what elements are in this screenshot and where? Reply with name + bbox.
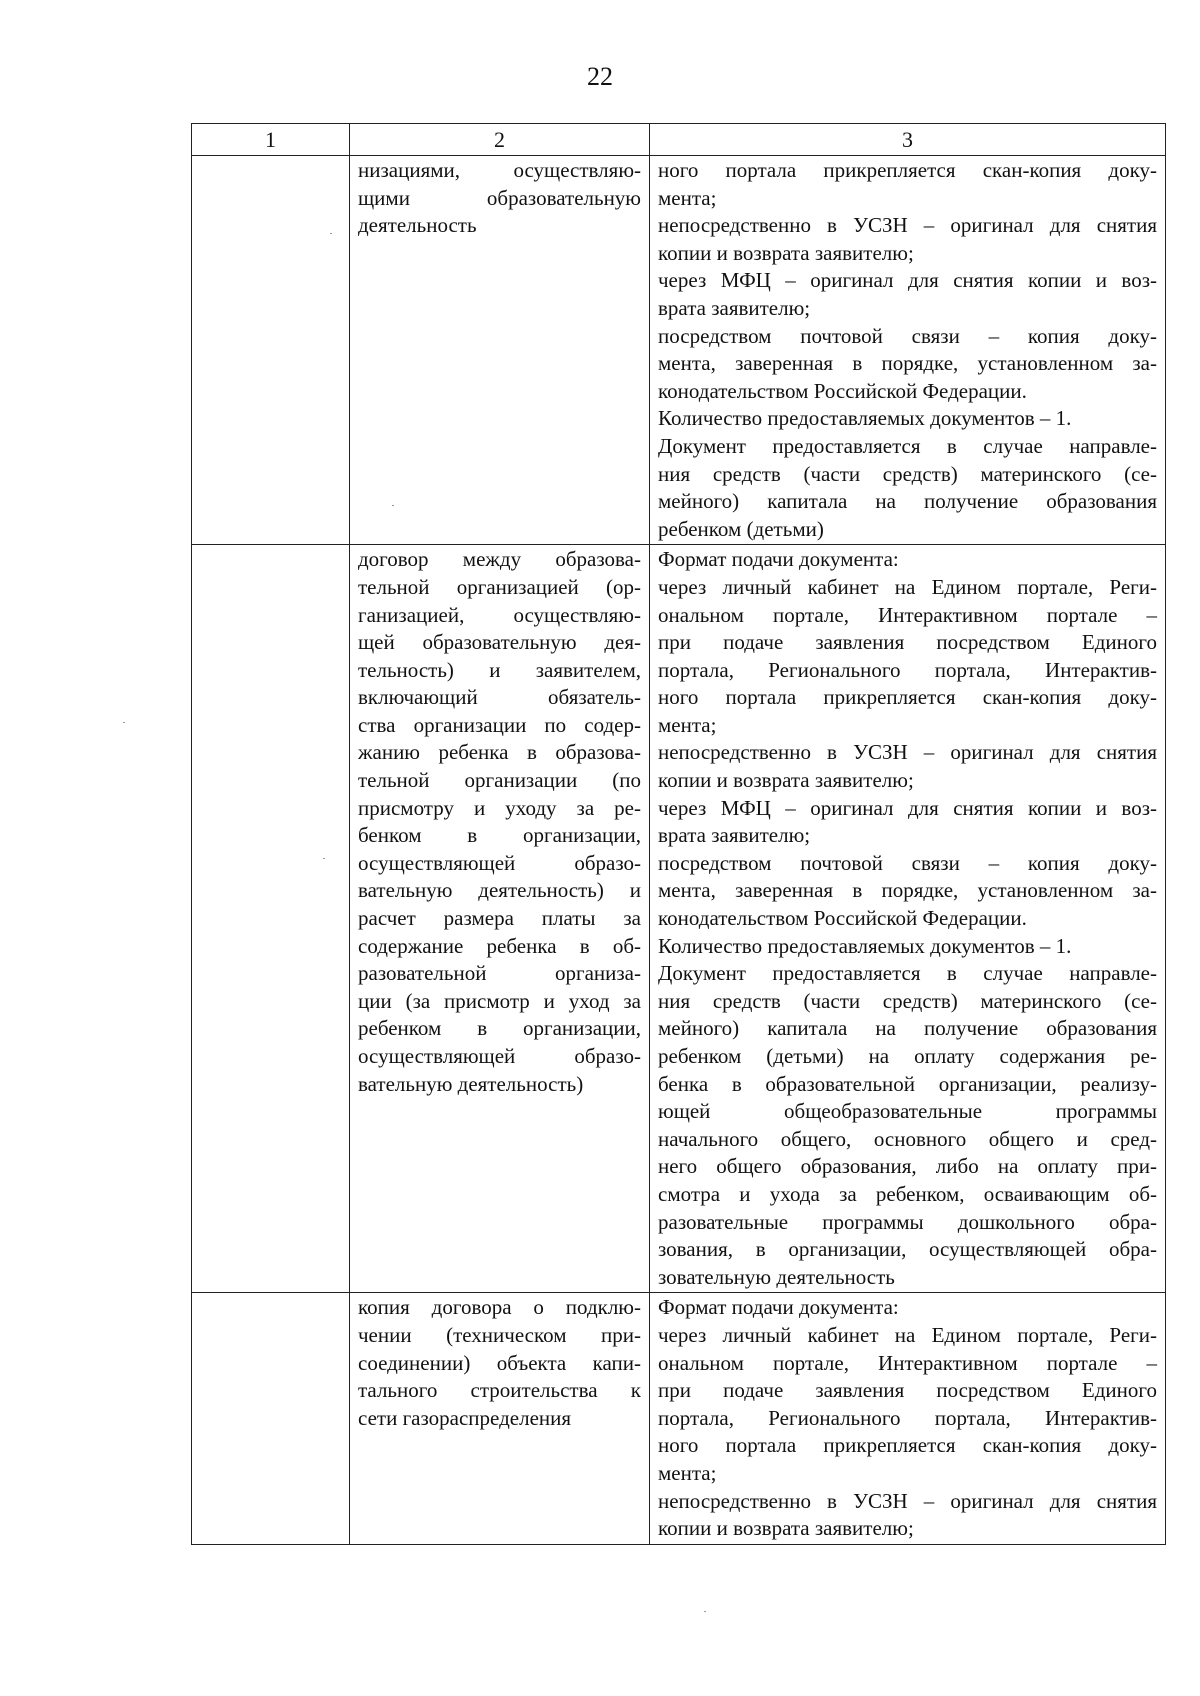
- cell-text-line: мента;: [658, 712, 717, 737]
- cell-text-line: осуществляющей образо-: [358, 1044, 641, 1068]
- cell-text-line: копия договора о подклю-: [358, 1295, 641, 1320]
- document-name-cell: [350, 156, 650, 545]
- cell-text-line: Количество предоставляемых документов – 1.: [658, 406, 1072, 431]
- cell-text-line: сети газораспределения: [358, 1405, 572, 1430]
- cell-text-line: копии и возврата заявителю;: [658, 1516, 914, 1541]
- cell-text-line: тального строительства к: [358, 1378, 641, 1403]
- header-col-2: 2: [350, 124, 650, 156]
- scan-speck: [704, 1611, 706, 1612]
- document-name-cell: [350, 545, 650, 1293]
- cell-text-line: включающий обязатель-: [358, 685, 641, 710]
- cell-text-line: чении (техническом при-: [358, 1322, 641, 1347]
- cell-text-line: копии и возврата заявителю;: [658, 240, 914, 265]
- page-number: 22: [587, 62, 613, 91]
- cell-text-line: мента;: [658, 1460, 717, 1485]
- table-header-row: [192, 124, 1166, 156]
- cell-text-line: присмотру и уходу за ре-: [358, 795, 641, 820]
- cell-text-line: через МФЦ – оригинал для снятия копии и воз-: [658, 795, 1157, 820]
- cell-text-line: бенка в образовательной организации, реализу-: [658, 1071, 1157, 1096]
- cell-text-line: щей образовательную дея-: [358, 630, 641, 655]
- submission-format-cell: [650, 156, 1166, 545]
- cell-text-line: непосредственно в УСЗН – оригинал для снятия: [658, 740, 1157, 765]
- cell-text-line: при подаче заявления посредством Единого: [658, 630, 1157, 655]
- cell-text-line: через личный кабинет на Едином портале, Реги-: [658, 1322, 1157, 1347]
- cell-text-line: мента, заверенная в порядке, установленном за-: [658, 878, 1157, 903]
- cell-text-line: мента, заверенная в порядке, установленном за-: [658, 351, 1157, 376]
- cell-text-line: врата заявителю;: [658, 295, 811, 320]
- cell-text-line: ного портала прикрепляется скан-копия доку-: [658, 685, 1157, 710]
- cell-text-line: осуществляющей образо-: [358, 850, 641, 875]
- cell-text-line: при подаче заявления посредством Единого: [658, 1378, 1157, 1403]
- cell-text-line: расчет размера платы за: [358, 906, 641, 931]
- cell-text-line: деятельность: [358, 213, 477, 238]
- header-col-3: 3: [650, 124, 1166, 156]
- cell-text-line: ганизацией, осуществляю-: [358, 602, 641, 627]
- cell-text-line: непосредственно в УСЗН – оригинал для снятия: [658, 213, 1157, 238]
- cell-text-line: копии и возврата заявителю;: [658, 768, 914, 793]
- cell-text-line: ства организации по содер-: [358, 712, 641, 737]
- cell-text-line: разовательные программы дошкольного обра-: [658, 1209, 1157, 1234]
- scan-speck: [323, 858, 325, 859]
- cell-text-line: тельность) и заявителем,: [358, 657, 641, 682]
- cell-text-line: Формат подачи документа:: [658, 547, 899, 572]
- cell-text-line: ребенком в организации,: [358, 1016, 641, 1041]
- cell-text-line: ния средств (части средств) материнского (се-: [658, 988, 1157, 1013]
- cell-text-line: портала, Регионального портала, Интерактив-: [658, 657, 1157, 682]
- cell-text-line: него общего образования, либо на оплату при-: [658, 1154, 1157, 1179]
- table-row: [192, 1293, 1166, 1544]
- cell-text-line: зования, в организации, осуществляющей обра-: [658, 1237, 1157, 1262]
- cell-text-line: начального общего, основного общего и сред-: [658, 1126, 1157, 1151]
- cell-text-line: смотра и ухода за ребенком, осваивающим об-: [658, 1181, 1157, 1206]
- cell-text-line: через личный кабинет на Едином портале, Реги-: [658, 574, 1157, 599]
- cell-text-line: разовательной организа-: [358, 961, 641, 986]
- cell-text-line: низациями, осуществляю-: [358, 158, 641, 182]
- cell-text-line: Документ предоставляется в случае направле-: [658, 433, 1157, 458]
- cell-text-line: бенком в организации,: [358, 823, 641, 848]
- cell-text-line: портала, Регионального портала, Интерактив-: [658, 1405, 1157, 1430]
- cell-text-line: врата заявителю;: [658, 823, 811, 848]
- cell-text-line: тельной организации (по: [358, 768, 641, 793]
- cell-text-line: ребенком (детьми) на оплату содержания ре-: [658, 1044, 1157, 1068]
- document-name-cell: [350, 1293, 650, 1544]
- cell-text-line: вательную деятельность) и: [358, 878, 641, 903]
- cell-text-line: посредством почтовой связи – копия доку-: [658, 850, 1157, 875]
- header-col-1: 1: [192, 124, 350, 156]
- row-cell-col1: [192, 545, 350, 1293]
- row-cell-col1: [192, 156, 350, 545]
- submission-format-cell: [650, 1293, 1166, 1544]
- cell-text-line: Количество предоставляемых документов – 1.: [658, 933, 1072, 958]
- row-cell-col1: [192, 1293, 350, 1544]
- cell-text-line: тельной организацией (ор-: [358, 574, 641, 599]
- cell-text-line: содержание ребенка в об-: [358, 933, 641, 958]
- cell-text-line: соединении) объекта капи-: [358, 1350, 641, 1375]
- cell-text-line: Формат подачи документа:: [658, 1295, 899, 1320]
- cell-text-line: ональном портале, Интерактивном портале –: [658, 1350, 1157, 1375]
- cell-text-line: щими образовательную: [358, 185, 641, 210]
- table-row: [192, 156, 1166, 545]
- cell-text-line: конодательством Российской Федерации.: [658, 378, 1027, 403]
- cell-text-line: ния средств (части средств) материнского (се-: [658, 461, 1157, 486]
- cell-text-line: ного портала прикрепляется скан-копия доку-: [658, 158, 1157, 182]
- cell-text-line: ции (за присмотр и уход за: [358, 988, 641, 1013]
- cell-text-line: ющей общеобразовательные программы: [658, 1099, 1157, 1124]
- cell-text-line: Документ предоставляется в случае направле-: [658, 961, 1157, 986]
- cell-text-line: мейного) капитала на получение образования: [658, 489, 1157, 514]
- cell-text-line: непосредственно в УСЗН – оригинал для снятия: [658, 1488, 1157, 1513]
- scan-speck: [392, 505, 394, 506]
- cell-text-line: мейного) капитала на получение образования: [658, 1016, 1157, 1041]
- cell-text-line: зовательную деятельность: [658, 1264, 895, 1289]
- cell-text-line: ребенком (детьми): [658, 516, 824, 541]
- cell-text-line: договор между образова-: [358, 547, 641, 572]
- table-row: [192, 545, 1166, 1293]
- cell-text-line: жанию ребенка в образова-: [358, 740, 641, 765]
- cell-text-line: посредством почтовой связи – копия доку-: [658, 323, 1157, 348]
- cell-text-line: мента;: [658, 185, 717, 210]
- submission-format-cell: [650, 545, 1166, 1293]
- cell-text-line: вательную деятельность): [358, 1071, 584, 1096]
- documents-table: [191, 123, 1166, 1545]
- cell-text-line: ональном портале, Интерактивном портале –: [658, 602, 1157, 627]
- cell-text-line: через МФЦ – оригинал для снятия копии и воз-: [658, 268, 1157, 293]
- scan-speck: [123, 722, 125, 723]
- cell-text-line: конодательством Российской Федерации.: [658, 906, 1027, 931]
- cell-text-line: ного портала прикрепляется скан-копия доку-: [658, 1433, 1157, 1458]
- scan-speck: [330, 233, 332, 234]
